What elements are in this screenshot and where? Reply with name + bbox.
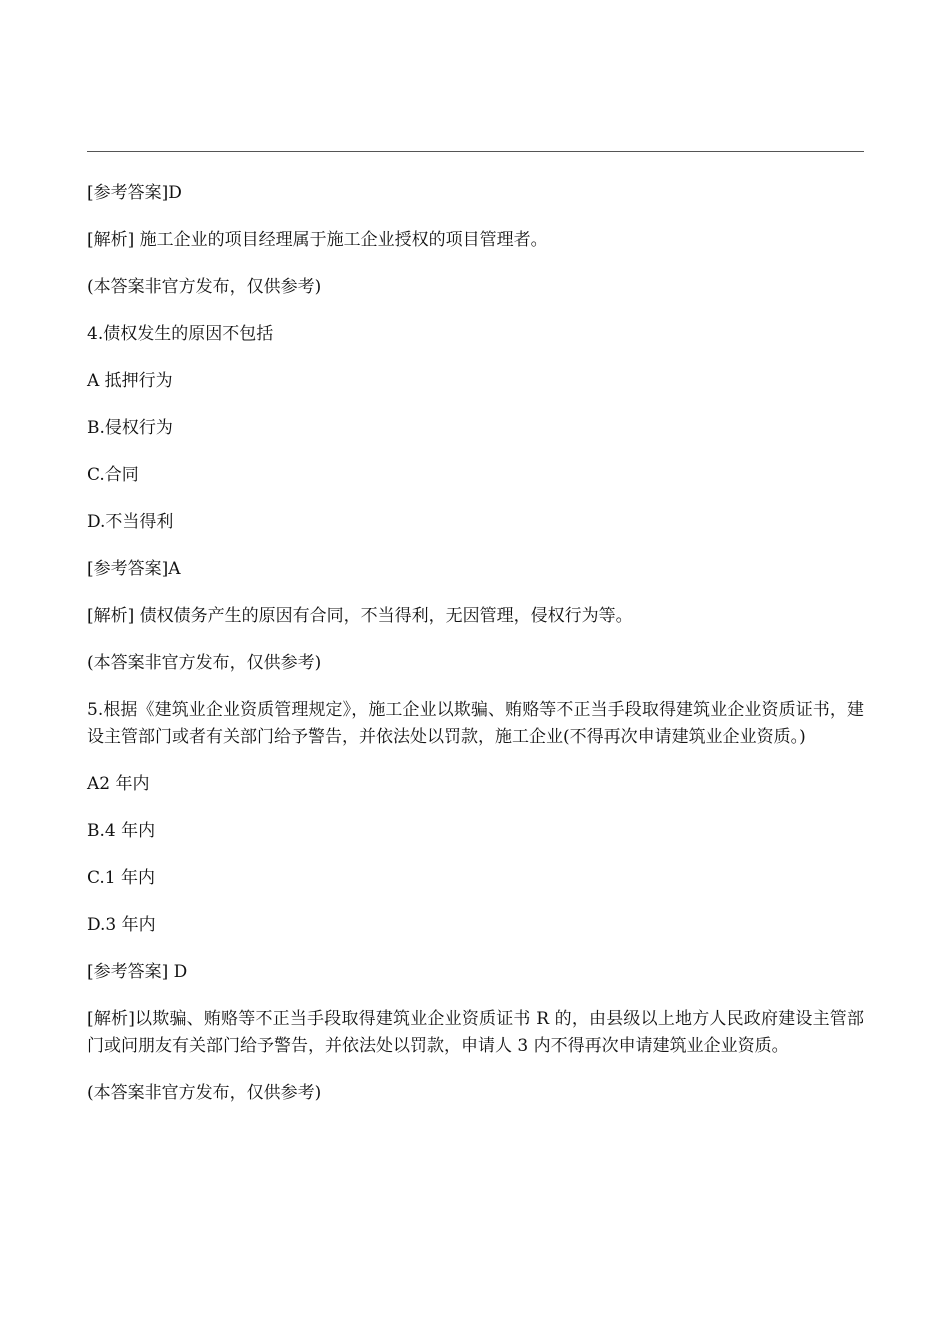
option-q5-c: C.1 年内	[87, 868, 156, 888]
question-5: 5.根据《建筑业企业资质管理规定》，施工企业以欺骗、贿赂等不正当手段取得建筑业企业资质证书，建设主管部门或者有关部门给予警告，并依法处以罚款，施工企业(不得再次申请建筑业企业资质。)	[87, 700, 864, 747]
explanation-q4: [解析] 债权债务产生的原因有合同，不当得利，无因管理，侵权行为等。	[87, 606, 633, 626]
answer-label-q3: [参考答案]D	[87, 183, 182, 203]
disclaimer-q4: (本答案非官方发布，仅供参考)	[87, 653, 322, 673]
explanation-q5: [解析]以欺骗、贿赂等不正当手段取得建筑业企业资质证书 R 的，由县级以上地方人民政府建设主管部门或问朋友有关部门给予警告，并依法处以罚款，申请人 3 内不得再次申请建筑业企业资质。	[87, 1009, 864, 1056]
option-q5-b: B.4 年内	[87, 821, 156, 841]
option-q4-b: B.侵权行为	[87, 418, 173, 438]
disclaimer-q5: (本答案非官方发布，仅供参考)	[87, 1083, 322, 1103]
explanation-q3: [解析] 施工企业的项目经理属于施工企业授权的项目管理者。	[87, 230, 548, 250]
answer-label-q4: [参考答案]A	[87, 559, 181, 579]
option-q4-c: C.合同	[87, 465, 139, 485]
disclaimer-q3: (本答案非官方发布，仅供参考)	[87, 277, 322, 297]
document-body	[87, 180, 864, 1127]
question-4: 4.债权发生的原因不包括	[87, 324, 274, 344]
option-q4-d: D.不当得利	[87, 512, 174, 532]
header-rule	[87, 151, 864, 152]
option-q4-a: A 抵押行为	[87, 371, 173, 391]
answer-label-q5: [参考答案] D	[87, 962, 188, 982]
option-q5-d: D.3 年内	[87, 915, 156, 935]
option-q5-a: A2 年内	[87, 774, 150, 794]
